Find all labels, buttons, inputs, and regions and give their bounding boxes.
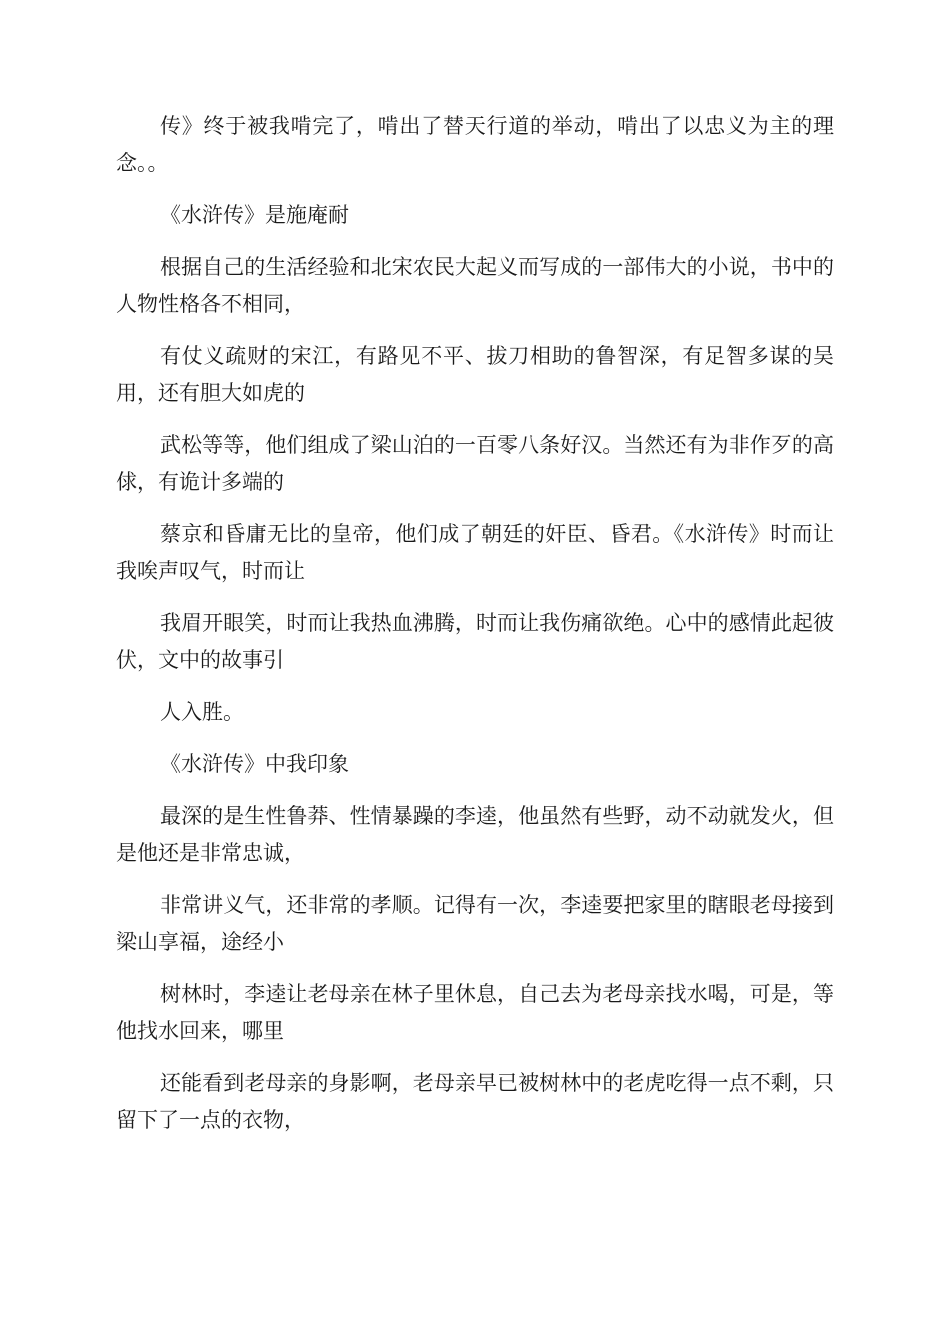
paragraph: 武松等等，他们组成了梁山泊的一百零八条好汉。当然还有为非作歹的高俅，有诡计多端的: [116, 433, 834, 494]
paragraph: 最深的是生性鲁莽、性情暴躁的李逵，他虽然有些野，动不动就发火，但是他还是非常忠诚，: [116, 804, 834, 865]
paragraph: 我眉开眼笑，时而让我热血沸腾，时而让我伤痛欲绝。心中的感情此起彼伏，文中的故事引: [116, 611, 834, 672]
paragraph: 蔡京和昏庸无比的皇帝，他们成了朝廷的奸臣、昏君。《水浒传》时而让我唉声叹气，时而让: [116, 522, 834, 583]
paragraph: 有仗义疏财的宋江，有路见不平、拔刀相助的鲁智深，有足智多谋的吴用，还有胆大如虎的: [116, 344, 834, 405]
paragraph: 传》终于被我啃完了，啃出了替天行道的举动，啃出了以忠义为主的理念。。: [116, 114, 834, 175]
paragraph: 非常讲义气，还非常的孝顺。记得有一次，李逵要把家里的瞎眼老母接到梁山享福，途经小: [116, 893, 834, 954]
paragraph: 《水浒传》是施庵耐: [160, 203, 349, 227]
paragraph: 根据自己的生活经验和北宋农民大起义而写成的一部伟大的小说，书中的人物性格各不相同，: [116, 255, 834, 316]
paragraph: 人入胜。: [160, 700, 244, 724]
document-body: [116, 108, 834, 1154]
paragraph: 《水浒传》中我印象: [160, 752, 349, 776]
paragraph: 还能看到老母亲的身影啊，老母亲早已被树林中的老虎吃得一点不剩，只留下了一点的衣物，: [116, 1071, 834, 1132]
paragraph: 树林时，李逵让老母亲在林子里休息，自己去为老母亲找水喝，可是，等他找水回来，哪里: [116, 982, 834, 1043]
